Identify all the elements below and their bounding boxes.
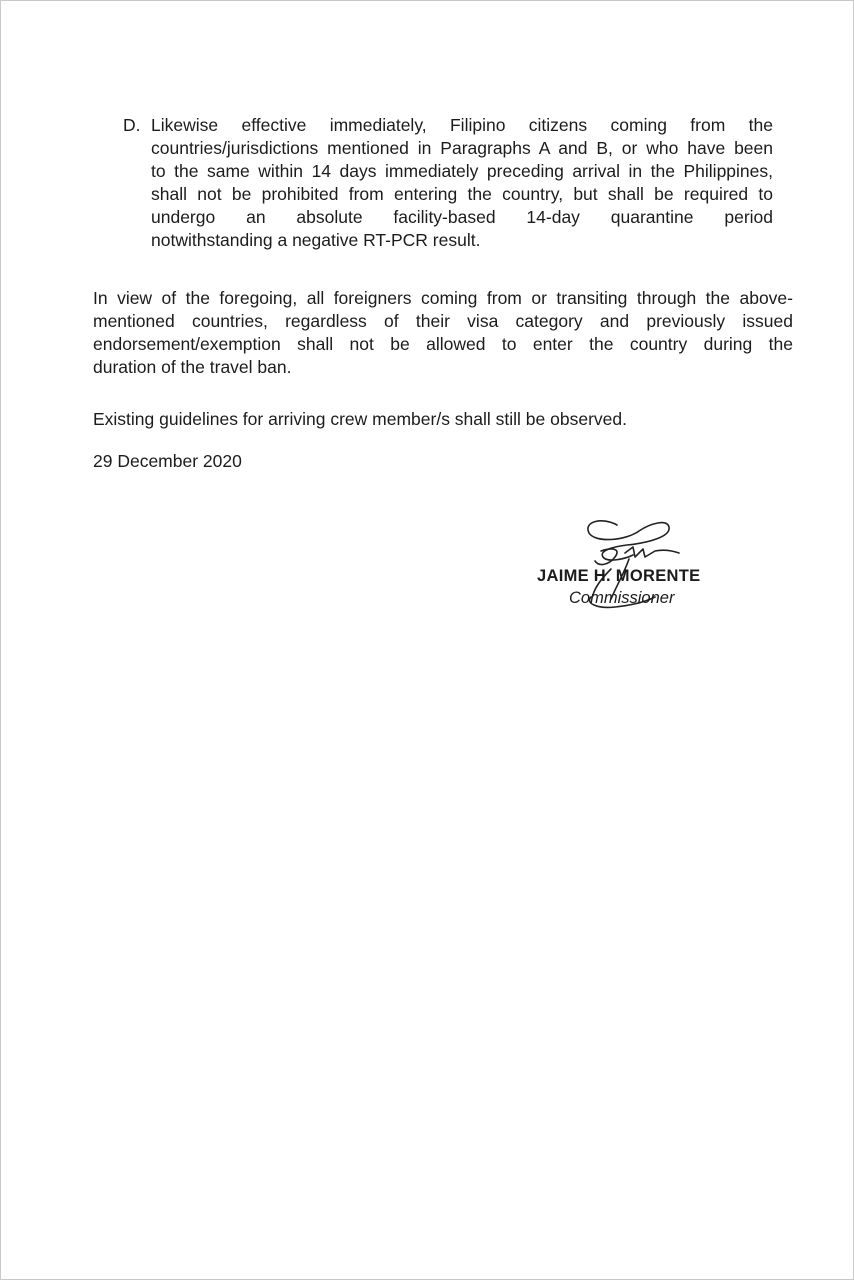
- date-text: 29 December 2020: [93, 451, 242, 471]
- document-date: [93, 450, 793, 473]
- paragraph-d: [123, 114, 773, 252]
- paragraph-d-line: countries/jurisdictions mentioned in Paragraphs A and B, or who have been: [151, 138, 773, 158]
- foregoing-line: In view of the foregoing, all foreigners coming from or transiting through the above-: [93, 288, 793, 308]
- paragraph-d-line: notwithstanding a negative RT-PCR result.: [151, 230, 481, 250]
- crew-guidelines-paragraph: [93, 408, 793, 431]
- signature-block: [535, 511, 755, 621]
- paragraph-d-line: undergo an absolute facility-based 14-day quarantine period: [151, 207, 773, 227]
- foregoing-line: duration of the travel ban.: [93, 357, 292, 377]
- paragraph-d-line: shall not be prohibited from entering the country, but shall be required to: [151, 184, 773, 204]
- list-marker: D.: [123, 115, 141, 135]
- foregoing-line: endorsement/exemption shall not be allowed to enter the country during the: [93, 334, 793, 354]
- foregoing-paragraph: [93, 287, 793, 379]
- signatory-title: Commissioner: [569, 589, 675, 607]
- paragraph-d-line: Likewise effective immediately, Filipino citizens coming from the: [151, 115, 773, 135]
- signatory-name: JAIME H. MORENTE: [537, 567, 701, 585]
- paragraph-d-line: to the same within 14 days immediately preceding arrival in the Philippines,: [151, 161, 773, 181]
- foregoing-line: mentioned countries, regardless of their visa category and previously issued: [93, 311, 793, 331]
- crew-guidelines-text: Existing guidelines for arriving crew member/s shall still be observed.: [93, 409, 627, 429]
